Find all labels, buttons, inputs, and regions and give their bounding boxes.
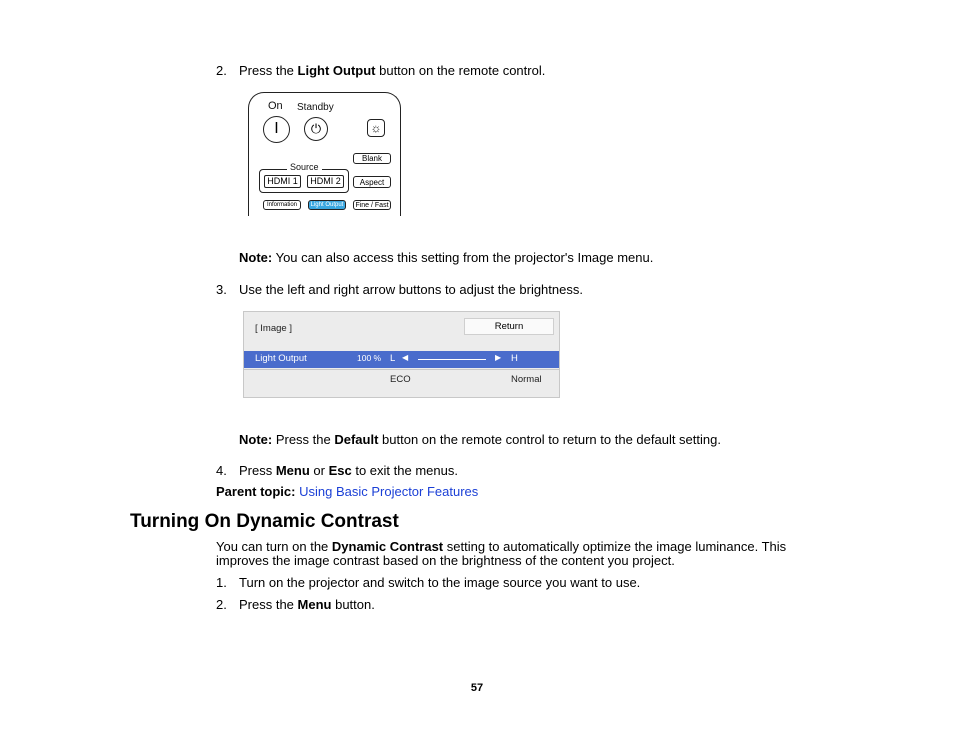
aspect-button: Aspect	[353, 176, 391, 188]
standby-button	[304, 117, 328, 141]
step-number: 2.	[216, 63, 227, 78]
intro-text: You can turn on the	[216, 539, 332, 554]
light-output-button: Light Output	[308, 200, 346, 210]
light-output-label: Light Output	[255, 353, 307, 364]
light-output-value: 100 %	[357, 353, 382, 363]
note-default	[239, 432, 721, 447]
note-image-menu	[239, 250, 653, 265]
parent-topic	[216, 484, 478, 499]
step-text: to exit the menus.	[351, 463, 458, 478]
step-text: Press the	[239, 597, 298, 612]
dynamic-contrast-term: Dynamic Contrast	[331, 539, 444, 554]
menu-divider	[244, 369, 559, 370]
power-on-button	[263, 116, 290, 143]
section-intro	[216, 540, 786, 568]
remote-control-illustration	[248, 92, 401, 216]
esc-term: Esc	[328, 463, 352, 478]
parent-topic-label: Parent topic:	[216, 484, 296, 499]
section-heading: Turning On Dynamic Contrast	[130, 511, 399, 532]
menu-title: [ Image ]	[255, 323, 292, 334]
menu-term: Menu	[297, 597, 332, 612]
note-label: Note:	[239, 250, 273, 265]
on-label: On	[268, 100, 283, 112]
step-text: Turn on the projector and switch to the image source you want to use.	[239, 575, 641, 590]
intro-text: setting to automatically optimize the image luminance. This	[443, 539, 787, 554]
menu-term: Menu	[275, 463, 310, 478]
default-term: Default	[334, 432, 379, 447]
blank-button: Blank	[353, 153, 391, 164]
right-arrow-icon: ▶	[495, 353, 502, 362]
step-text: Press	[239, 463, 276, 478]
information-button: Information	[263, 200, 301, 210]
note-text: button on the remote control to return to the default setting.	[378, 432, 721, 447]
step-text: Press the	[239, 63, 298, 78]
light-button	[367, 119, 385, 137]
fine-fast-button: Fine / Fast	[353, 200, 391, 210]
standby-icon: ⏻	[310, 121, 322, 136]
hdmi2-button: HDMI 2	[307, 175, 344, 188]
slider-track	[418, 359, 486, 360]
eco-option: ECO	[390, 374, 411, 385]
step-text: button.	[331, 597, 375, 612]
step-number: 1.	[216, 575, 227, 590]
return-button: Return	[464, 318, 554, 335]
source-label: Source	[287, 162, 322, 172]
step-number: 3.	[216, 282, 227, 297]
step-number: 2.	[216, 597, 227, 612]
light-icon: ☼	[370, 121, 382, 135]
note-label: Note:	[239, 432, 273, 447]
standby-label: Standby	[297, 102, 334, 113]
step-text: button on the remote control.	[375, 63, 546, 78]
note-text: Press the	[272, 432, 335, 447]
high-label: H	[511, 353, 518, 364]
image-menu-illustration	[243, 311, 560, 398]
page-number: 57	[470, 682, 484, 694]
low-label: L	[390, 353, 396, 364]
intro-line-2: improves the image contrast based on the brightness of the content you project.	[216, 553, 675, 568]
power-on-icon: I	[274, 120, 279, 137]
left-arrow-icon: ◀	[402, 353, 409, 362]
step-number: 4.	[216, 463, 227, 478]
step-text: or	[309, 463, 329, 478]
step-text: Use the left and right arrow buttons to adjust the brightness.	[239, 282, 583, 297]
note-text: You can also access this setting from the projector's Image menu.	[272, 250, 654, 265]
light-output-term: Light Output	[297, 63, 376, 78]
parent-topic-link[interactable]: Using Basic Projector Features	[299, 484, 479, 499]
light-output-row	[244, 351, 559, 368]
normal-option: Normal	[511, 374, 542, 385]
hdmi1-button: HDMI 1	[264, 175, 301, 188]
